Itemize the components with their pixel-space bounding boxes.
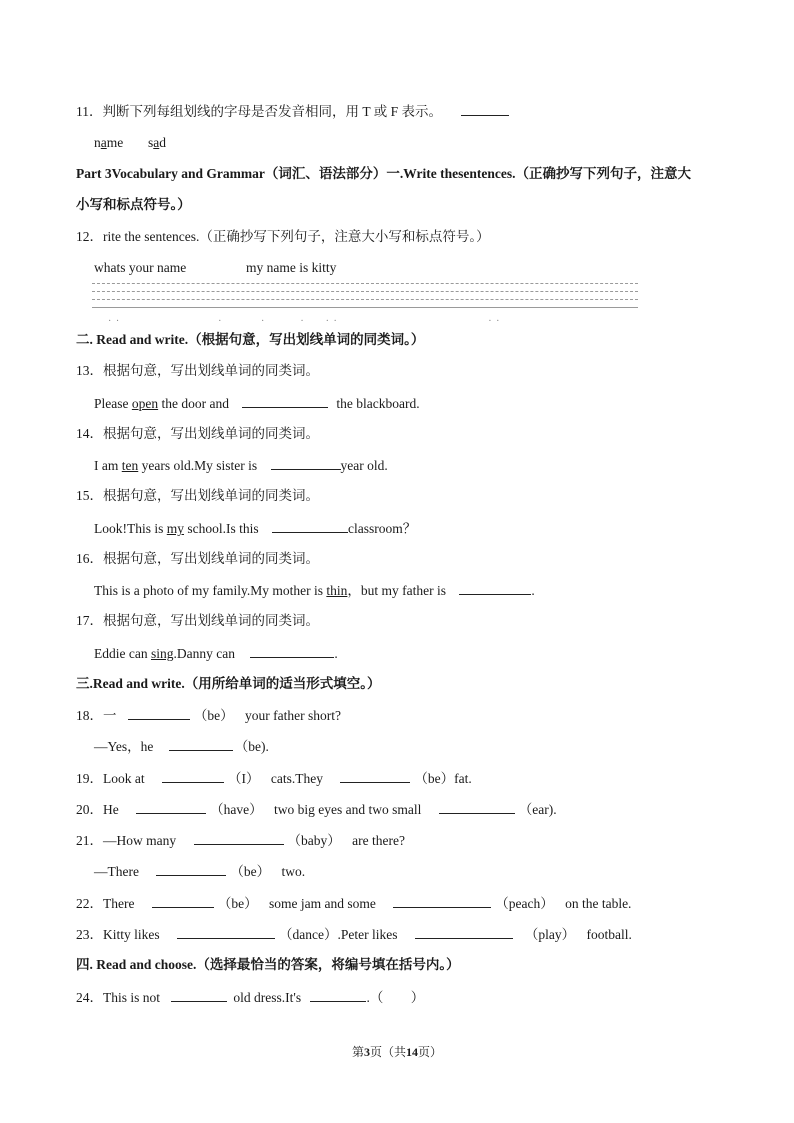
page-footer: 第3页（共14页） (351, 1045, 443, 1059)
word-name: name (94, 135, 124, 150)
question-21-reply: —There （be） two. (94, 864, 306, 879)
question-12 (76, 228, 490, 246)
question-20: 20．He （have） two big eyes and two small （ear). (76, 802, 557, 817)
total-pages: 14 (406, 1045, 418, 1059)
question-17: 17．根据句意，写出划线单词的同类词。 (76, 613, 319, 628)
question-number: 11． (76, 104, 103, 119)
answer-blank[interactable] (340, 769, 410, 783)
answer-blank[interactable] (393, 894, 491, 908)
underlined-word: ten (121, 458, 139, 473)
question-text: 判断下列每组划线的字母是否发音相同，用 T 或 F 表示。 (102, 104, 443, 119)
question-21: 21．—How many （baby） are there? (76, 833, 405, 848)
answer-blank[interactable] (250, 644, 334, 658)
answer-blank[interactable] (171, 988, 227, 1002)
question-18: 18．一 （be） your father short? (76, 708, 341, 723)
question-18-reply: —Yes，he （be). (94, 739, 269, 754)
answer-blank[interactable] (272, 519, 348, 533)
question-15-sentence: Look!This is my school.Is this classroom？ (94, 521, 417, 536)
part3-heading-cont: 小写和标点符号。） (76, 197, 191, 212)
question-19: 19．Look at （I） cats.They （be）fat. (76, 771, 472, 786)
underlined-word: my (166, 521, 185, 536)
instruction: 根据句意，写出划线单词的同类词。 (103, 551, 319, 566)
question-number: 12． (76, 229, 103, 244)
answer-blank[interactable] (310, 988, 366, 1002)
instruction: 根据句意，写出划线单词的同类词。 (103, 488, 319, 503)
question-16-sentence: This is a photo of my family.My mother is thin，but my father is . (94, 583, 535, 598)
word-sad: sad (148, 135, 167, 150)
sentence-1: whats your name (94, 260, 187, 275)
part3-heading: Part 3Vocabulary and Grammar（词汇、语法部分）一.Write thesentences.（正确抄写下列句子，注意大 (76, 166, 691, 181)
answer-blank[interactable] (271, 456, 341, 470)
answer-blank[interactable] (152, 894, 214, 908)
question-13: 13．根据句意，写出划线单词的同类词。 (76, 363, 319, 378)
section-3-heading: 三.Read and write.（用所给单词的适当形式填空。） (76, 676, 381, 691)
question-text: rite the sentences.（正确抄写下列句子，注意大小写和标点符号。） (103, 229, 490, 244)
question-23: 23．Kitty likes （dance）.Peter likes （play） football. (76, 927, 632, 942)
instruction: 根据句意，写出划线单词的同类词。 (103, 426, 319, 441)
answer-blank[interactable] (169, 737, 233, 751)
answer-blank[interactable] (459, 581, 531, 595)
answer-blank[interactable] (177, 925, 275, 939)
underlined-word: sing (150, 646, 174, 661)
question-11 (76, 102, 509, 121)
question-14: 14．根据句意，写出划线单词的同类词。 (76, 426, 319, 441)
handwriting-lines[interactable] (92, 283, 638, 309)
question-22: 22．There （be） some jam and some （peach） on the table. (76, 896, 632, 911)
instruction: 根据句意，写出划线单词的同类词。 (103, 613, 319, 628)
question-16: 16．根据句意，写出划线单词的同类词。 (76, 551, 319, 566)
question-17-sentence: Eddie can sing.Danny can . (94, 646, 338, 661)
answer-blank[interactable] (128, 706, 190, 720)
decorative-dots: · · · · · · · · · (108, 316, 501, 327)
answer-blank[interactable] (461, 102, 509, 116)
underlined-word: open (131, 396, 159, 411)
answer-blank[interactable] (156, 862, 226, 876)
answer-blank[interactable] (242, 394, 328, 408)
sentence-2: my name is kitty (246, 260, 337, 275)
question-14-sentence: I am ten years old.My sister is year old. (94, 458, 388, 473)
answer-blank[interactable] (136, 800, 206, 814)
answer-blank[interactable] (194, 831, 284, 845)
answer-blank[interactable] (415, 925, 513, 939)
page-number: 3 (363, 1045, 370, 1059)
question-15: 15．根据句意，写出划线单词的同类词。 (76, 488, 319, 503)
answer-blank[interactable] (439, 800, 515, 814)
question-13-sentence: Please open the door and the blackboard. (94, 396, 420, 411)
question-24: 24．This is not old dress.It's .（ ） (76, 990, 425, 1005)
word-pairs (94, 134, 166, 152)
underlined-word: thin (326, 583, 348, 598)
section-2-heading: 二. Read and write.（根据句意，写出划线单词的同类词。） (76, 332, 425, 347)
answer-blank[interactable] (162, 769, 224, 783)
section-4-heading: 四. Read and choose.（选择最恰当的答案，将编号填在括号内。） (76, 957, 460, 972)
instruction: 根据句意，写出划线单词的同类词。 (103, 363, 319, 378)
